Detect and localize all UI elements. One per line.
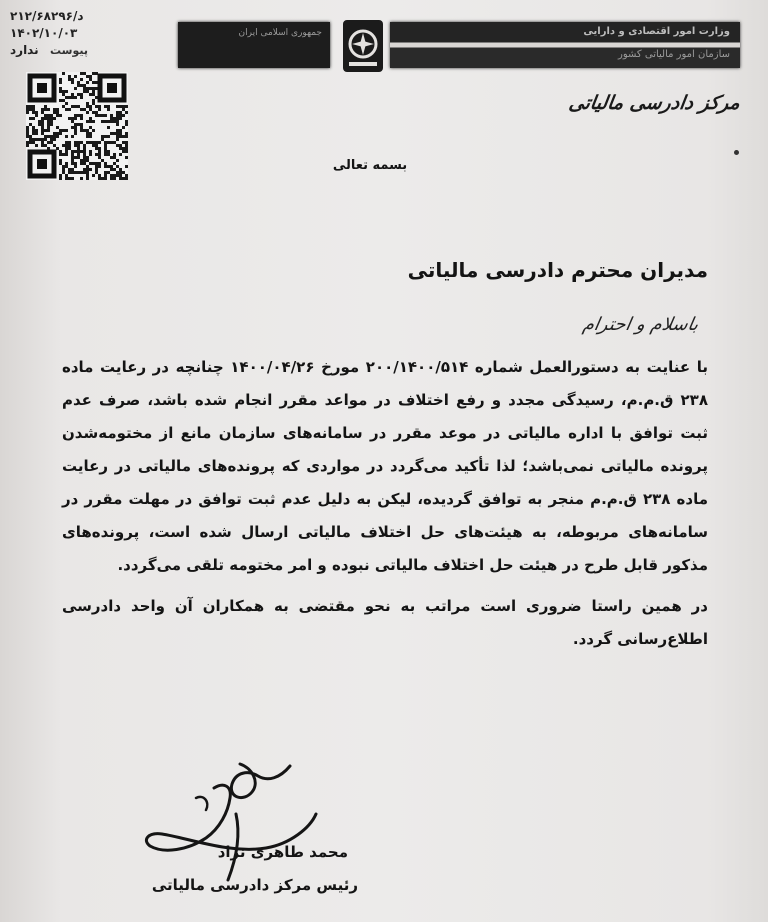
- letter-number: د/۲۱۲/۶۸۲۹۶: [10, 9, 84, 23]
- letterhead-right-strip: [390, 22, 740, 68]
- letter-meta: [10, 8, 130, 59]
- ministry-name: وزارت امور اقتصادی و دارایی: [583, 26, 730, 37]
- letter-attachment: [10, 42, 130, 59]
- signer-title: رئیس مرکز دادرسی مالیاتی: [151, 876, 358, 894]
- handwritten-signature: [140, 758, 330, 888]
- attachment-value: ندارد: [10, 43, 39, 57]
- signer-name: محمد طاهری نژاد: [217, 843, 348, 861]
- addressee: مدیران محترم دادرسی مالیاتی: [407, 258, 708, 282]
- letter-date: ۱۴۰۲/۱۰/۰۳: [10, 26, 78, 40]
- body-paragraph-2: در همین راستا ضروری است مراتب به نحو مقتضی به همکاران آن واحد دادرسی اطلاع‌رسانی گردد.: [62, 597, 708, 648]
- letterhead: [178, 18, 740, 78]
- letter-body: [62, 351, 708, 656]
- invocation: بسمه تعالی: [332, 158, 408, 173]
- letterhead-left-strip: [178, 22, 330, 68]
- attachment-label: پیوست: [50, 44, 88, 57]
- organization-name: سازمان امور مالیاتی کشور: [618, 49, 730, 60]
- qr-code-icon: [26, 72, 128, 180]
- issuing-center-name: مرکز دادرسی مالیاتی: [567, 92, 742, 114]
- body-paragraph-1: با عنایت به دستورالعمل شماره ۲۰۰/۱۴۰۰/۵۱۴ مورخ ۱۴۰۰/۰۴/۲۶ چنانچه در رعایت ماده ۲۳۸ ق.م.م، رسیدگی مجدد و رفع اختلاف در مواعد مقرر انجام شده باشد، صرف عدم ثبت توافق با اداره مالیاتی در موعد مقرر در سامانه‌های سازمان مانع از مختومه‌شدن پرونده مالیاتی نمی‌باشد؛ لذا تأکید می‌گردد در مواردی که پرونده‌های مالیاتی در رعایت ماده ۲۳۸ ق.م.م منجر به توافق گردیده، لیکن به دلیل عدم ثبت توافق در مهلت مقرر در سامانه‌های مربوطه، به هیئت‌های حل اختلاف مالیاتی ارسال شده است، پرونده‌های مذکور قابل طرح در هیئت حل اختلاف مالیاتی نبوده و امر مختومه تلقی می‌گردد.: [62, 358, 708, 574]
- letterhead-left-text: جمهوری اسلامی ایران: [238, 28, 322, 38]
- tax-organization-emblem-icon: [341, 18, 385, 74]
- ink-dot: [734, 150, 739, 155]
- greeting: باسلام و احترام: [580, 314, 700, 335]
